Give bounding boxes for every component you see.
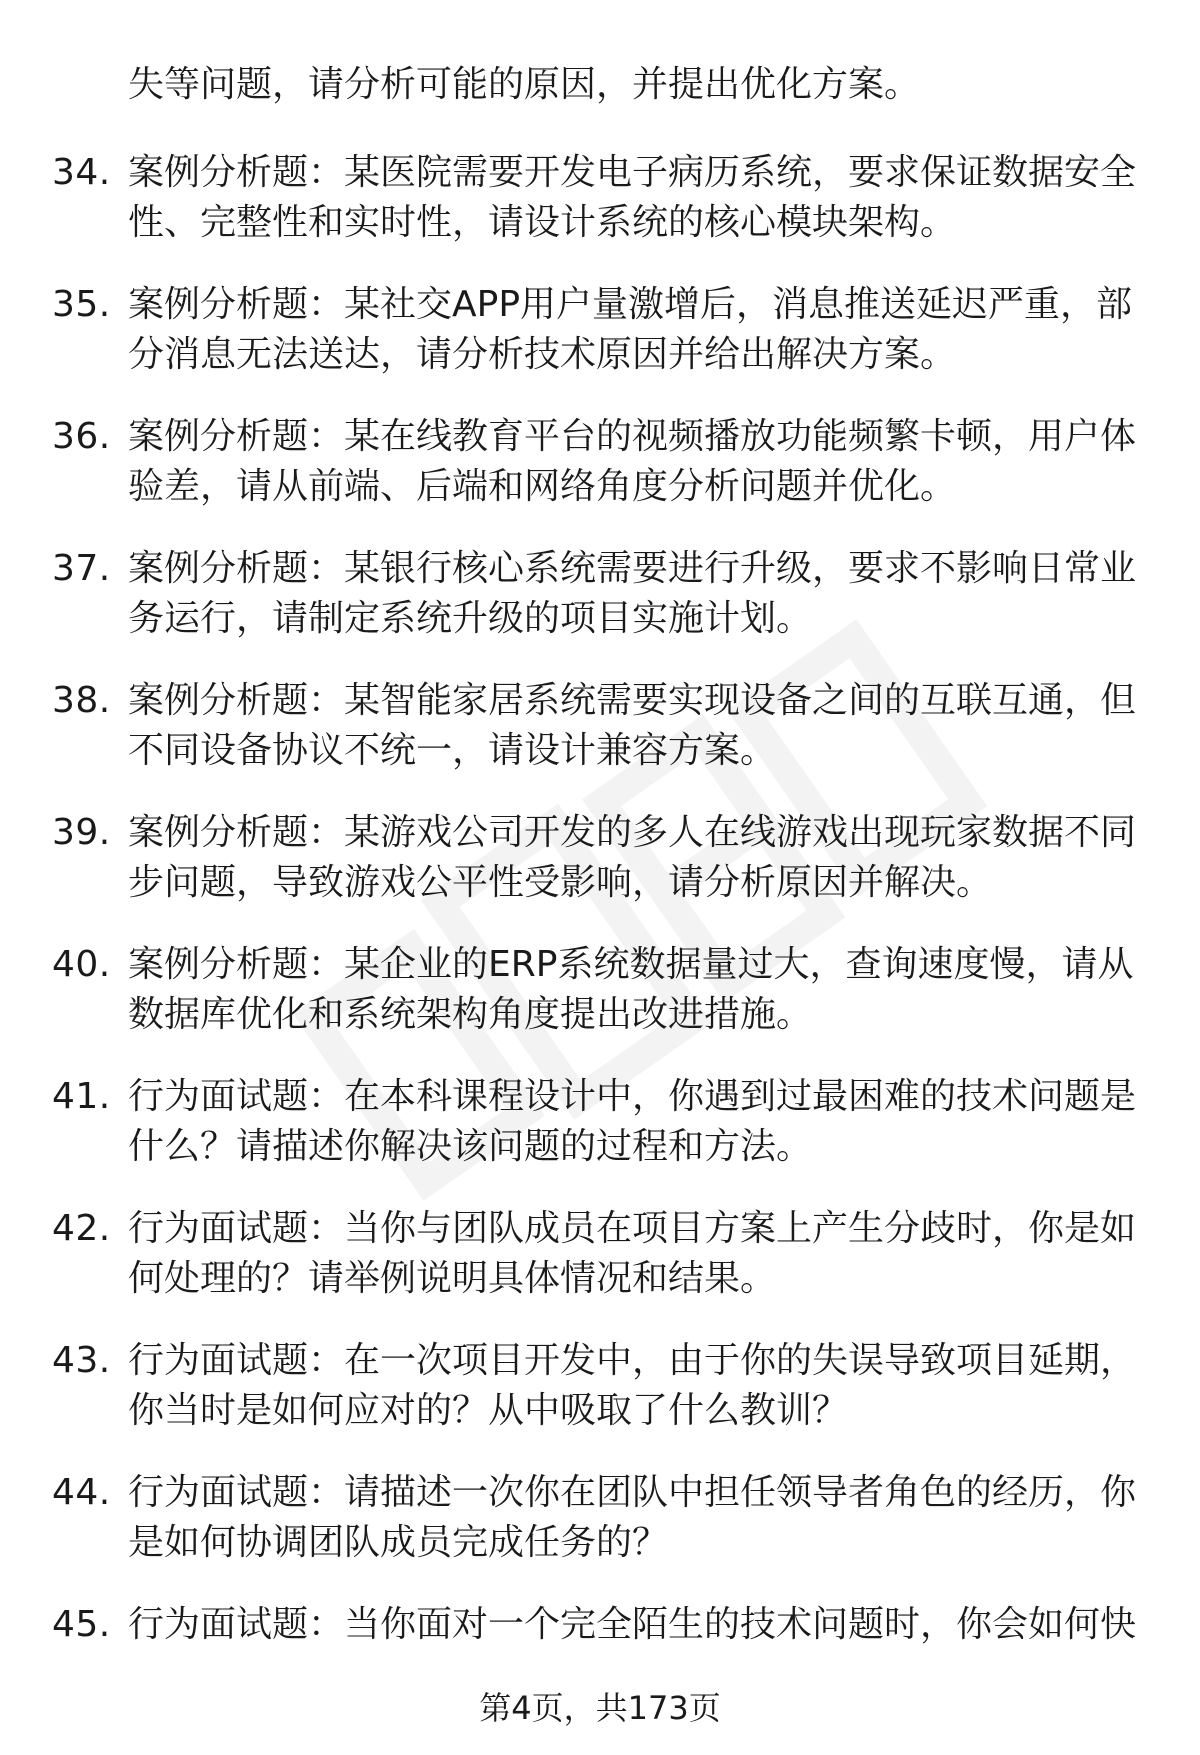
- question-item: [0, 1468, 1200, 1600]
- question-text: 案例分析题：某医院需要开发电子病历系统，要求保证数据安全性、完整性和实时性，请设计系统的核心模块架构。: [128, 152, 1137, 243]
- question-text: 案例分析题：某在线教育平台的视频播放功能频繁卡顿，用户体验差，请从前端、后端和网络角度分析问题并优化。: [128, 416, 1137, 507]
- page-footer: 第4页，共173页: [479, 1689, 721, 1727]
- question-text: 行为面试题：当你面对一个完全陌生的技术问题时，你会如何快: [128, 1604, 1137, 1645]
- question-list: [0, 148, 1200, 1732]
- question-item: [0, 808, 1200, 940]
- question-item: [0, 412, 1200, 544]
- question-item: [0, 1204, 1200, 1336]
- question-number: 35.: [52, 284, 111, 325]
- question-number: 34.: [52, 152, 111, 193]
- question-number: 42.: [52, 1208, 111, 1249]
- question-item: [0, 280, 1200, 412]
- question-text: 案例分析题：某企业的ERP系统数据量过大，查询速度慢，请从数据库优化和系统架构角度提出改进措施。: [128, 944, 1134, 1035]
- question-text: 行为面试题：在本科课程设计中，你遇到过最困难的技术问题是什么？请描述你解决该问题的过程和方法。: [128, 1076, 1137, 1167]
- question-number: 43.: [52, 1340, 111, 1381]
- question-text: 案例分析题：某银行核心系统需要进行升级，要求不影响日常业务运行，请制定系统升级的项目实施计划。: [128, 548, 1137, 639]
- question-text: 案例分析题：某社交APP用户量激增后，消息推送延迟严重，部分消息无法送达，请分析技术原因并给出解决方案。: [128, 284, 1133, 375]
- question-number: 45.: [52, 1604, 111, 1645]
- question-number: 40.: [52, 944, 111, 985]
- continuation-text: 失等问题，请分析可能的原因，并提出优化方案。: [128, 64, 921, 105]
- question-number: 38.: [52, 680, 111, 721]
- question-item: [0, 676, 1200, 808]
- question-item: [0, 1072, 1200, 1204]
- question-number: 36.: [52, 416, 111, 457]
- question-number: 44.: [52, 1472, 111, 1513]
- question-number: 37.: [52, 548, 111, 589]
- question-text: 行为面试题：在一次项目开发中，由于你的失误导致项目延期，你当时是如何应对的？从中吸取了什么教训？: [128, 1340, 1137, 1431]
- question-item: [0, 148, 1200, 280]
- question-item: [0, 1336, 1200, 1468]
- question-number: 39.: [52, 812, 111, 853]
- question-number: 41.: [52, 1076, 111, 1117]
- question-item: [0, 940, 1200, 1072]
- question-text: 案例分析题：某智能家居系统需要实现设备之间的互联互通，但不同设备协议不统一，请设计兼容方案。: [128, 680, 1137, 771]
- question-text: 行为面试题：当你与团队成员在项目方案上产生分歧时，你是如何处理的？请举例说明具体情况和结果。: [128, 1208, 1137, 1299]
- question-text: 行为面试题：请描述一次你在团队中担任领导者角色的经历，你是如何协调团队成员完成任务的？: [128, 1472, 1137, 1563]
- question-item: [0, 544, 1200, 676]
- question-text: 案例分析题：某游戏公司开发的多人在线游戏出现玩家数据不同步问题，导致游戏公平性受影响，请分析原因并解决。: [128, 812, 1137, 903]
